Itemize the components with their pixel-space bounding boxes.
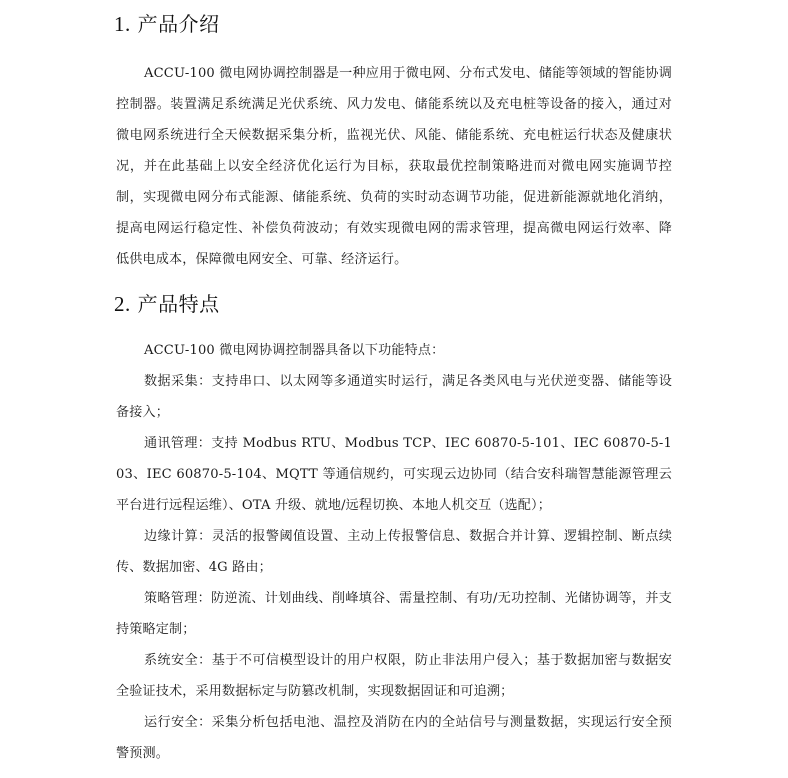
- feature-data-collection: 数据采集：支持串口、以太网等多通道实时运行，满足各类风电与光伏逆变器、储能等设备接入；: [116, 374, 672, 420]
- section-1-paragraph: ACCU-100 微电网协调控制器是一种应用于微电网、分布式发电、储能等领域的智能协调控制器。装置满足系统满足光伏系统、风力发电、储能系统以及充电桩等设备的接入，通过对微电网系统进行全天候数据采集分析，监视光伏、风能、储能系统、充电桩运行状态及健康状况，并在此基础上以安全经济优化运行为目标，获取最优控制策略进而对微电网实施调节控制，实现微电网分布式能源、储能系统、负荷的实时动态调节功能，促进新能源就地化消纳，提高电网运行稳定性、补偿负荷波动；有效实现微电网的需求管理，提高微电网运行效率、降低供电成本，保障微电网安全、可靠、经济运行。: [116, 66, 672, 267]
- feature-system-security: 系统安全：基于不可信模型设计的用户权限，防止非法用户侵入；基于数据加密与数据安全验证技术，采用数据标定与防篡改机制，实现数据固证和可追溯；: [116, 653, 672, 699]
- section-2-number: 2.: [114, 292, 131, 316]
- section-2-title: 产品特点: [137, 292, 220, 316]
- feature-strategy: 策略管理：防逆流、计划曲线、削峰填谷、需量控制、有功/无功控制、光储协调等，并支持策略定制；: [116, 591, 672, 637]
- section-1-number: 1.: [114, 12, 131, 36]
- section-2-intro: ACCU-100 微电网协调控制器具备以下功能特点：: [144, 343, 445, 358]
- feature-communication: 通讯管理：支持 Modbus RTU、Modbus TCP、IEC 60870-5-101、IEC 60870-5-103、IEC 60870-5-104、MQTT 等通信规约，可实现云边协同（结合安科瑞智慧能源管理云平台进行远程运维）、OTA 升级、就地/远程切换、本地人机交互（选配）；: [116, 436, 672, 513]
- feature-operation-security: 运行安全：采集分析包括电池、温控及消防在内的全站信号与测量数据，实现运行安全预警预测。: [116, 715, 672, 761]
- feature-edge-computing: 边缘计算：灵活的报警阈值设置、主动上传报警信息、数据合并计算、逻辑控制、断点续传、数据加密、4G 路由；: [116, 529, 672, 575]
- section-2-heading: [114, 288, 220, 317]
- section-1-title: 产品介绍: [137, 12, 220, 36]
- section-1-heading: [114, 8, 220, 37]
